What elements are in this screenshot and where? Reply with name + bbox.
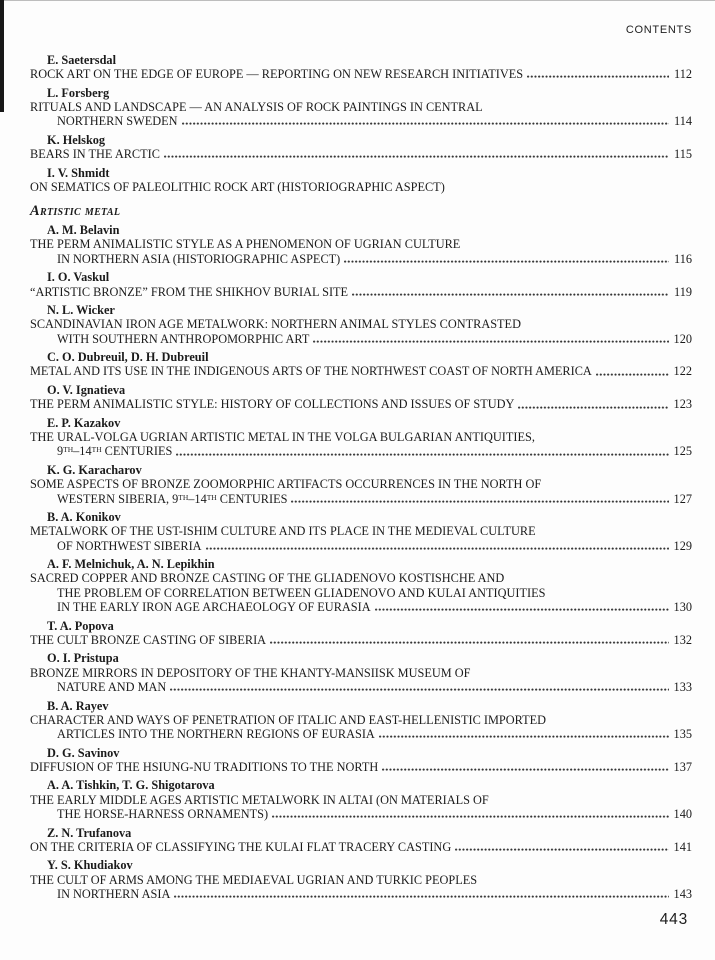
entry-authors: K. G. Karacharov [47, 463, 142, 478]
entry-page-number: 133 [673, 679, 692, 694]
entry-title-text: THE PROBLEM OF CORRELATION BETWEEN GLIADENOVO AND KULAI ANTIQUITIES [57, 585, 546, 600]
entry-authors: O. V. Ignatieva [47, 383, 126, 398]
entry-title-line [30, 317, 692, 331]
dot-leader [375, 607, 669, 612]
entry-title-line [30, 680, 692, 694]
entry-authors: D. G. Savinov [47, 745, 120, 760]
entry-page-number: 127 [673, 491, 692, 506]
entry-title-text: ARTICLES INTO THE NORTHERN REGIONS OF EURASIA [57, 726, 375, 741]
entry-title-line [30, 571, 692, 585]
toc-entry [30, 746, 692, 774]
entry-title-line [30, 444, 692, 458]
dot-leader [382, 767, 668, 772]
entry-title-text: IN NORTHERN ASIA [57, 886, 171, 901]
entry-title-text: IN THE EARLY IRON AGE ARCHAEOLOGY OF EURASIA [57, 599, 371, 614]
dot-leader [352, 292, 669, 297]
entry-title-text: THE PERM ANIMALISTIC STYLE: HISTORY OF COLLECTIONS AND ISSUES OF STUDY [30, 397, 515, 412]
toc-entry [30, 619, 692, 647]
entry-title-line [30, 524, 692, 538]
dot-leader [270, 640, 668, 645]
entry-authors: L. Forsberg [47, 85, 110, 100]
entry-authors: A. M. Belavin [47, 223, 120, 238]
entry-title-text: ON THE CRITERIA OF CLASSIFYING THE KULAI FLAT TRACERY CASTING [30, 839, 452, 854]
entry-title-text: THE CULT BRONZE CASTING OF SIBERIA [30, 632, 267, 647]
entry-authors: E. P. Kazakov [47, 416, 121, 431]
entry-authors: O. I. Pristupa [47, 651, 119, 666]
scan-edge-artifact-top [0, 0, 715, 1]
entry-title-text: CHARACTER AND WAYS OF PENETRATION OF ITALIC AND EAST-HELLENISTIC IMPORTED [30, 712, 547, 727]
entry-title-text: SCANDINAVIAN IRON AGE METALWORK: NORTHERN ANIMAL STYLES CONTRASTED [30, 317, 521, 332]
dot-leader [176, 452, 668, 457]
toc [30, 53, 692, 901]
entry-page-number: 135 [673, 726, 692, 741]
dot-leader [291, 499, 668, 504]
entry-title-line [30, 430, 692, 444]
toc-entry [30, 133, 692, 161]
toc-entry [30, 270, 692, 298]
entry-page-number: 112 [674, 67, 692, 82]
entry-title-line [30, 807, 692, 821]
scan-edge-artifact-left [0, 0, 4, 112]
entry-title-line [30, 492, 692, 506]
entry-page-number: 130 [673, 599, 692, 614]
entry-authors: N. L. Wicker [47, 303, 115, 318]
entry-title-line [30, 477, 692, 491]
dot-leader [596, 372, 669, 377]
entry-title-text: RITUALS AND LANDSCAPE — AN ANALYSIS OF ROCK PAINTINGS IN CENTRAL [30, 100, 483, 115]
entry-title-line [30, 147, 692, 161]
entry-title-line [30, 633, 692, 647]
entry-authors: I. O. Vaskul [47, 270, 110, 285]
entry-authors: A. F. Melnichuk, A. N. Lepikhin [47, 557, 215, 572]
entry-authors: A. A. Tishkin, T. G. Shigotarova [47, 778, 215, 793]
toc-entry [30, 53, 692, 81]
toc-entry [30, 651, 692, 693]
entry-title-line [30, 887, 692, 901]
entry-title-text: BRONZE MIRRORS IN DEPOSITORY OF THE KHANTY-MANSIISK MUSEUM OF [30, 665, 471, 680]
entry-title-text: THE URAL-VOLGA UGRIAN ARTISTIC METAL IN THE VOLGA BULGARIAN ANTIQUITIES, [30, 430, 535, 445]
entry-page-number: 125 [673, 444, 692, 459]
entry-title-line [30, 285, 692, 299]
entry-title-text: WESTERN SIBERIA, 9TH–14TH CENTURIES [57, 491, 288, 506]
dot-leader [313, 339, 668, 344]
entry-authors: E. Saetersdal [47, 53, 116, 67]
entry-title-text: NORTHERN SWEDEN [57, 114, 178, 129]
entry-title-text: IN NORTHERN ASIA (HISTORIOGRAPHIC ASPECT) [57, 251, 341, 266]
entry-title-line [30, 364, 692, 378]
toc-entry [30, 416, 692, 458]
entry-title-line [30, 237, 692, 251]
toc-entry [30, 858, 692, 900]
entry-page-number: 115 [674, 147, 692, 162]
dot-leader [206, 546, 669, 551]
entry-page-number: 119 [674, 284, 692, 299]
entry-page-number: 116 [674, 251, 692, 266]
entry-authors: I. V. Shmidt [47, 165, 110, 180]
entry-title-line [30, 114, 692, 128]
page-content [30, 24, 692, 901]
entry-authors: C. O. Dubreuil, D. H. Dubreuil [47, 350, 209, 365]
entry-title-line [30, 67, 692, 81]
entry-title-line [30, 180, 692, 194]
entry-page-number: 143 [673, 886, 692, 901]
entry-title-line [30, 332, 692, 346]
entry-page-number: 114 [674, 114, 692, 129]
entry-title-line [30, 586, 692, 600]
entry-authors: T. A. Popova [47, 618, 114, 633]
dot-leader [174, 894, 668, 899]
entry-title-line [30, 873, 692, 887]
toc-entry [30, 778, 692, 820]
dot-leader [379, 734, 669, 739]
entry-title-text: METAL AND ITS USE IN THE INDIGENOUS ARTS OF THE NORTHWEST COAST OF NORTH AMERICA [30, 364, 592, 379]
entry-page-number: 123 [673, 397, 692, 412]
dot-leader [164, 154, 669, 159]
entry-title-text: ON SEMATICS OF PALEOLITHIC ROCK ART (HISTORIOGRAPHIC ASPECT) [30, 180, 445, 195]
entry-authors: Z. N. Trufanova [47, 825, 132, 840]
entry-page-number: 140 [673, 806, 692, 821]
entry-page-number: 141 [673, 839, 692, 854]
entry-page-number: 132 [673, 632, 692, 647]
entry-title-text: SOME ASPECTS OF BRONZE ZOOMORPHIC ARTIFACTS OCCURRENCES IN THE NORTH OF [30, 477, 542, 492]
dot-leader [527, 74, 669, 79]
entry-page-number: 129 [673, 538, 692, 553]
dot-leader [518, 405, 668, 410]
entry-title-line [30, 713, 692, 727]
entry-title-line [30, 793, 692, 807]
dot-leader [272, 814, 668, 819]
toc-entry [30, 166, 692, 194]
dot-leader [182, 121, 669, 126]
entry-title-text: METALWORK OF THE UST-ISHIM CULTURE AND ITS PLACE IN THE MEDIEVAL CULTURE [30, 524, 536, 539]
entry-page-number: 122 [673, 364, 692, 379]
toc-entry [30, 557, 692, 614]
dot-leader [344, 259, 669, 264]
entry-title-line [30, 539, 692, 553]
entry-authors: K. Helskog [47, 132, 106, 147]
entry-title-text: DIFFUSION OF THE HSIUNG-NU TRADITIONS TO THE NORTH [30, 759, 379, 774]
toc-section-heading: Artistic metal [30, 202, 121, 219]
entry-title-text: THE PERM ANIMALISTIC STYLE AS A PHENOMENON OF UGRIAN CULTURE [30, 237, 461, 252]
entry-title-text: OF NORTHWEST SIBERIA [57, 538, 202, 553]
toc-entry [30, 826, 692, 854]
entry-title-text: THE EARLY MIDDLE AGES ARTISTIC METALWORK IN ALTAI (ON MATERIALS OF [30, 792, 489, 807]
toc-entry [30, 350, 692, 378]
entry-title-text: SACRED COPPER AND BRONZE CASTING OF THE GLIADENOVO KOSTISHCHE AND [30, 571, 505, 586]
entry-page-number: 137 [673, 759, 692, 774]
entry-title-line [30, 727, 692, 741]
toc-entry [30, 303, 692, 345]
entry-title-line [30, 600, 692, 614]
entry-authors: B. A. Rayev [47, 698, 109, 713]
entry-title-line [30, 840, 692, 854]
entry-title-line [30, 252, 692, 266]
entry-title-text: THE HORSE-HARNESS ORNAMENTS) [57, 806, 269, 821]
toc-entry [30, 223, 692, 265]
page-number-folio: 443 [659, 911, 688, 928]
dot-leader [455, 847, 668, 852]
entry-title-text: WITH SOUTHERN ANTHROPOMORPHIC ART [57, 331, 310, 346]
entry-title-text: NATURE AND MAN [57, 679, 167, 694]
toc-entry [30, 383, 692, 411]
entry-title-line [30, 100, 692, 114]
entry-title-text: 9TH–14TH CENTURIES [57, 444, 173, 459]
toc-entry [30, 699, 692, 741]
toc-entry [30, 510, 692, 552]
entry-title-line [30, 760, 692, 774]
toc-entry [30, 463, 692, 505]
entry-page-number: 120 [673, 331, 692, 346]
entry-authors: Y. S. Khudiakov [47, 858, 133, 873]
entry-title-line [30, 397, 692, 411]
contents-running-header: CONTENTS [625, 24, 692, 36]
entry-title-text: ROCK ART ON THE EDGE OF EUROPE — REPORTING ON NEW RESEARCH INITIATIVES [30, 67, 524, 82]
entry-title-text: BEARS IN THE ARCTIC [30, 147, 160, 162]
entry-title-text: “ARTISTIC BRONZE” FROM THE SHIKHOV BURIAL SITE [30, 284, 349, 299]
entry-title-line [30, 666, 692, 680]
entry-title-text: THE CULT OF ARMS AMONG THE MEDIAEVAL UGRIAN AND TURKIC PEOPLES [30, 872, 478, 887]
entry-authors: B. A. Konikov [47, 510, 121, 525]
dot-leader [170, 687, 668, 692]
toc-entry [30, 86, 692, 128]
